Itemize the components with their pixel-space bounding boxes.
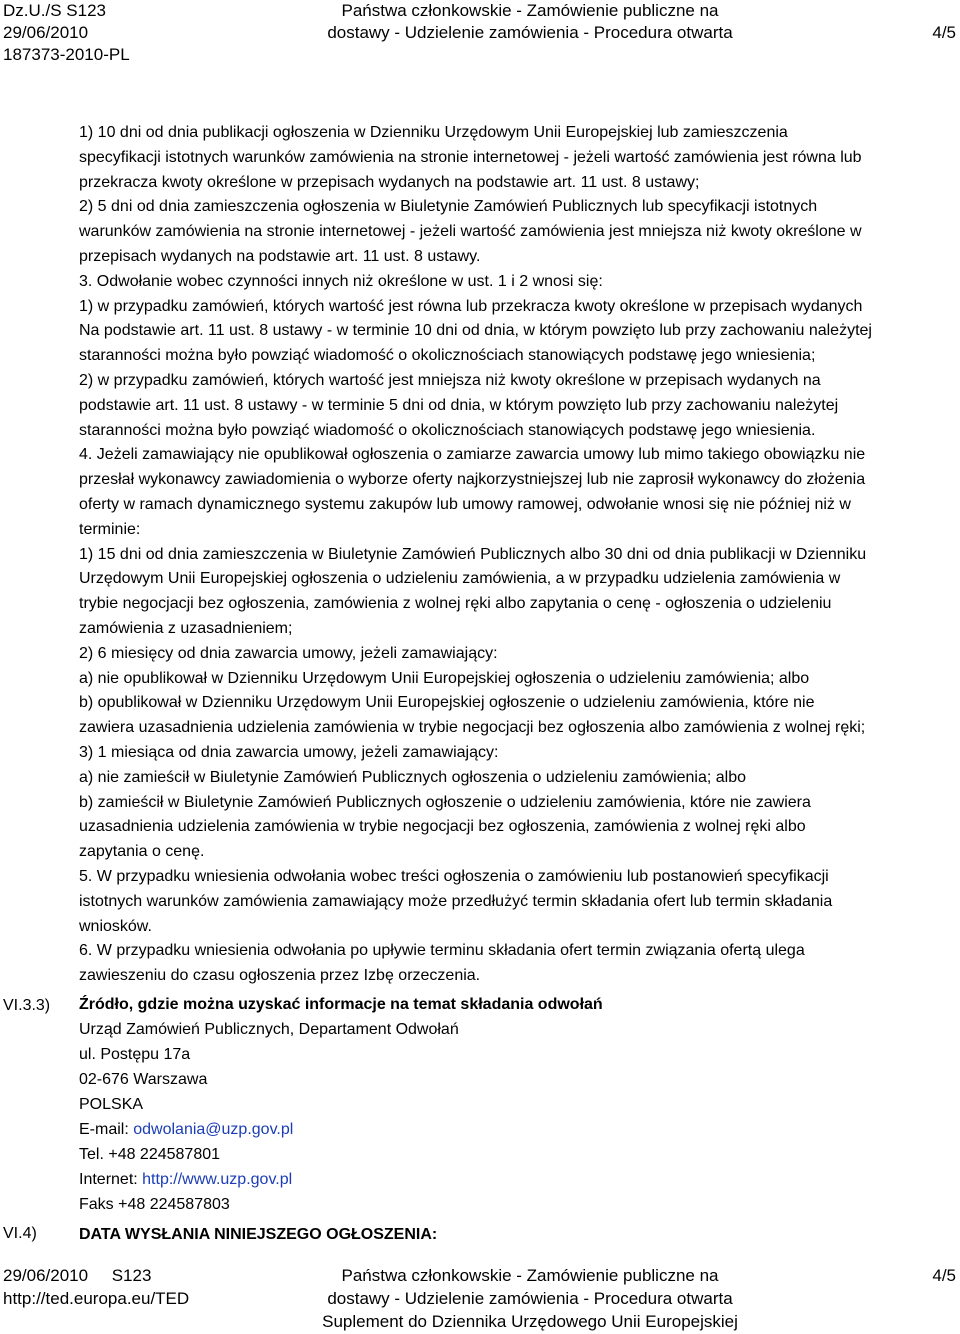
phone: Tel. +48 224587801 xyxy=(79,1146,221,1163)
section-title: Źródło, gdzie można uzyskać informacje na temat składania odwołań xyxy=(79,996,603,1013)
section-vi4-title: DATA WYSŁANIA NINIEJSZEGO OGŁOSZENIA: xyxy=(79,1226,438,1243)
body-line: terminie: xyxy=(79,520,141,538)
body-line: staranności można było powziąć wiadomość o okolicznościach stanowiących podstawę jego wniesienia; xyxy=(79,347,816,365)
email-link[interactable]: odwolania@uzp.gov.pl xyxy=(133,1121,294,1138)
body-line: podstawie art. 11 ust. 8 ustawy - w terminie 5 dni od dnia, w którym powzięto lub przy zachowaniu należytej xyxy=(79,396,839,414)
body-line: przepisach wydanych na podstawie art. 11 ust. 8 ustawy. xyxy=(79,247,481,265)
footer-supplement: Suplement do Dziennika Urzędowego Unii Europejskiej xyxy=(322,1312,738,1331)
email-label: E-mail: xyxy=(79,1121,129,1138)
body-line: przekracza kwoty określone w przepisach wydanych na podstawie art. 11 ust. 8 ustawy; xyxy=(79,173,700,191)
body-line: trybie negocjacji bez ogłoszenia, zamówienia z wolnej ręki albo zapytania o cenę - ogłoszenia o udzieleniu xyxy=(79,595,832,613)
footer-title-line-2: dostawy - Udzielenie zamówienia - Procedura otwarta xyxy=(327,1289,733,1308)
body-line: 2) 6 miesięcy od dnia zawarcia umowy, jeżeli zamawiający: xyxy=(79,644,498,662)
body-line: zawiera uzasadnienia udzielenia zamówienia w trybie negocjacji bez ogłoszenia albo zamówienia z wolnej ręki; xyxy=(79,719,866,737)
body-line: 4. Jeżeli zamawiający nie opublikował ogłoszenia o zamiarze zawarcia umowy lub mimo takiego obowiązku nie xyxy=(79,446,866,464)
header-page-number: 4/5 xyxy=(932,23,956,42)
internet-row xyxy=(79,1167,939,1192)
header-reference xyxy=(3,0,130,66)
footer-center xyxy=(300,1264,760,1333)
body-line: oferty w ramach dynamicznego systemu zakupów lub umowy ramowej, odwołanie wnosi się nie później niż w xyxy=(79,495,851,513)
email-row xyxy=(79,1117,939,1142)
body-line: zamówienia z uzasadnieniem; xyxy=(79,619,293,637)
body-line: warunków zamówienia na stronie internetowej - jeżeli wartość zamówienia jest mniejsza niż kwoty określone w xyxy=(79,223,862,241)
body-line: a) nie zamieścił w Biuletynie Zamówień Publicznych ogłoszenia o udzieleniu zamówienia; albo xyxy=(79,768,747,786)
body-line: 6. W przypadku wniesienia odwołania po upływie terminu składania ofert termin związania ofertą ulega xyxy=(79,942,805,960)
body-line: uzasadnienia udzielenia zamówienia w trybie negocjacji bez ogłoszenia, zamówienia z wolnej ręki albo xyxy=(79,818,806,836)
body-line: 1) 10 dni od dnia publikacji ogłoszenia w Dzienniku Urzędowym Unii Europejskiej lub zamieszczenia xyxy=(79,124,788,141)
section-vi33 xyxy=(79,992,939,1217)
body-line: 1) w przypadku zamówień, których wartość jest równa lub przekracza kwoty określone w przepisach wydanych xyxy=(79,297,863,315)
body-line: 1) 15 dni od dnia zamieszczenia w Biuletynie Zamówień Publicznych albo 30 dni od dnia publikacji w Dzienniku xyxy=(79,545,867,563)
body-line: 2) w przypadku zamówień, których wartość jest mniejsza niż kwoty określone w przepisach wydanych na xyxy=(79,371,821,389)
body-line: specyfikacji istotnych warunków zamówienia na stronie internetowej - jeżeli wartość zamówienia jest równa lub xyxy=(79,148,862,166)
footer-date-issue: 29/06/2010 S123 xyxy=(3,1266,152,1285)
street-address: ul. Postępu 17a xyxy=(79,1046,191,1063)
internet-label: Internet: xyxy=(79,1171,138,1188)
header-date: 29/06/2010 xyxy=(3,23,89,42)
header-journal-ref: Dz.U./S S123 xyxy=(3,1,106,20)
body-line: b) zamieścił w Biuletynie Zamówień Publicznych ogłoszenie o udzieleniu zamówienia, które nie zawiera xyxy=(79,793,811,811)
body-line: przesłał wykonawcy zawiadomienia o wyborze oferty najkorzystniejszej lub nie zaprosił wykonawcy do złożenia xyxy=(79,471,866,489)
section-number-vi4: VI.4) xyxy=(3,1225,37,1242)
body-line: zawieszeniu do czasu ogłoszenia przez Izbę orzeczenia. xyxy=(79,967,481,985)
body-line: Na podstawie art. 11 ust. 8 ustawy - w terminie 10 dni od dnia, w którym powzięto lub przy zachowaniu należytej xyxy=(79,322,872,340)
body-line: staranności można było powziąć wiadomość o okolicznościach stanowiących podstawę jego wniesienia. xyxy=(79,421,816,439)
organization-name: Urząd Zamówień Publicznych, Departament Odwołań xyxy=(79,1021,459,1038)
footer-left xyxy=(3,1264,189,1310)
footer-page-number: 4/5 xyxy=(932,1266,956,1285)
body-line: istotnych warunków zamówienia zamawiający może przedłużyć termin składania ofert lub termin składania xyxy=(79,892,833,910)
body-line: zapytania o cenę. xyxy=(79,843,205,861)
body-line: Urzędowym Unii Europejskiej ogłoszenia o udzieleniu zamówienia, a w przypadku udzielenia zamówienia w xyxy=(79,570,841,588)
body-line: 3) 1 miesiąca od dnia zawarcia umowy, jeżeli zamawiający: xyxy=(79,743,499,761)
body-line: 2) 5 dni od dnia zamieszczenia ogłoszenia w Biuletynie Zamówień Publicznych lub specyfikacji istotnych xyxy=(79,198,818,216)
body-line: 3. Odwołanie wobec czynności innych niż określone w ust. 1 i 2 wnosi się: xyxy=(79,272,603,290)
header-title-line-1: Państwa członkowskie - Zamówienie publiczne na xyxy=(341,1,719,20)
body-text xyxy=(79,121,951,989)
body-line: a) nie opublikował w Dzienniku Urzędowym Unii Europejskiej ogłoszenia o udzieleniu zamówienia; albo xyxy=(79,669,810,687)
country: POLSKA xyxy=(79,1096,144,1113)
body-line: wniosków. xyxy=(79,917,152,935)
body-line: b) opublikował w Dzienniku Urzędowym Unii Europejskiej ogłoszenie o udzieleniu zamówienia, które nie xyxy=(79,694,815,712)
header-title-line-2: dostawy - Udzielenie zamówienia - Procedura otwarta xyxy=(327,23,733,42)
header-notice-id: 187373-2010-PL xyxy=(3,45,130,64)
footer-url: http://ted.europa.eu/TED xyxy=(3,1289,190,1308)
internet-link[interactable]: http://www.uzp.gov.pl xyxy=(142,1171,293,1188)
footer-title-line-1: Państwa członkowskie - Zamówienie publiczne na xyxy=(341,1266,719,1285)
city-address: 02-676 Warszawa xyxy=(79,1071,208,1088)
fax: Faks +48 224587803 xyxy=(79,1196,230,1213)
section-number-vi33: VI.3.3) xyxy=(3,997,51,1014)
body-line: 5. W przypadku wniesienia odwołania wobec treści ogłoszenia o zamówieniu lub postanowień specyfikacji xyxy=(79,867,829,885)
